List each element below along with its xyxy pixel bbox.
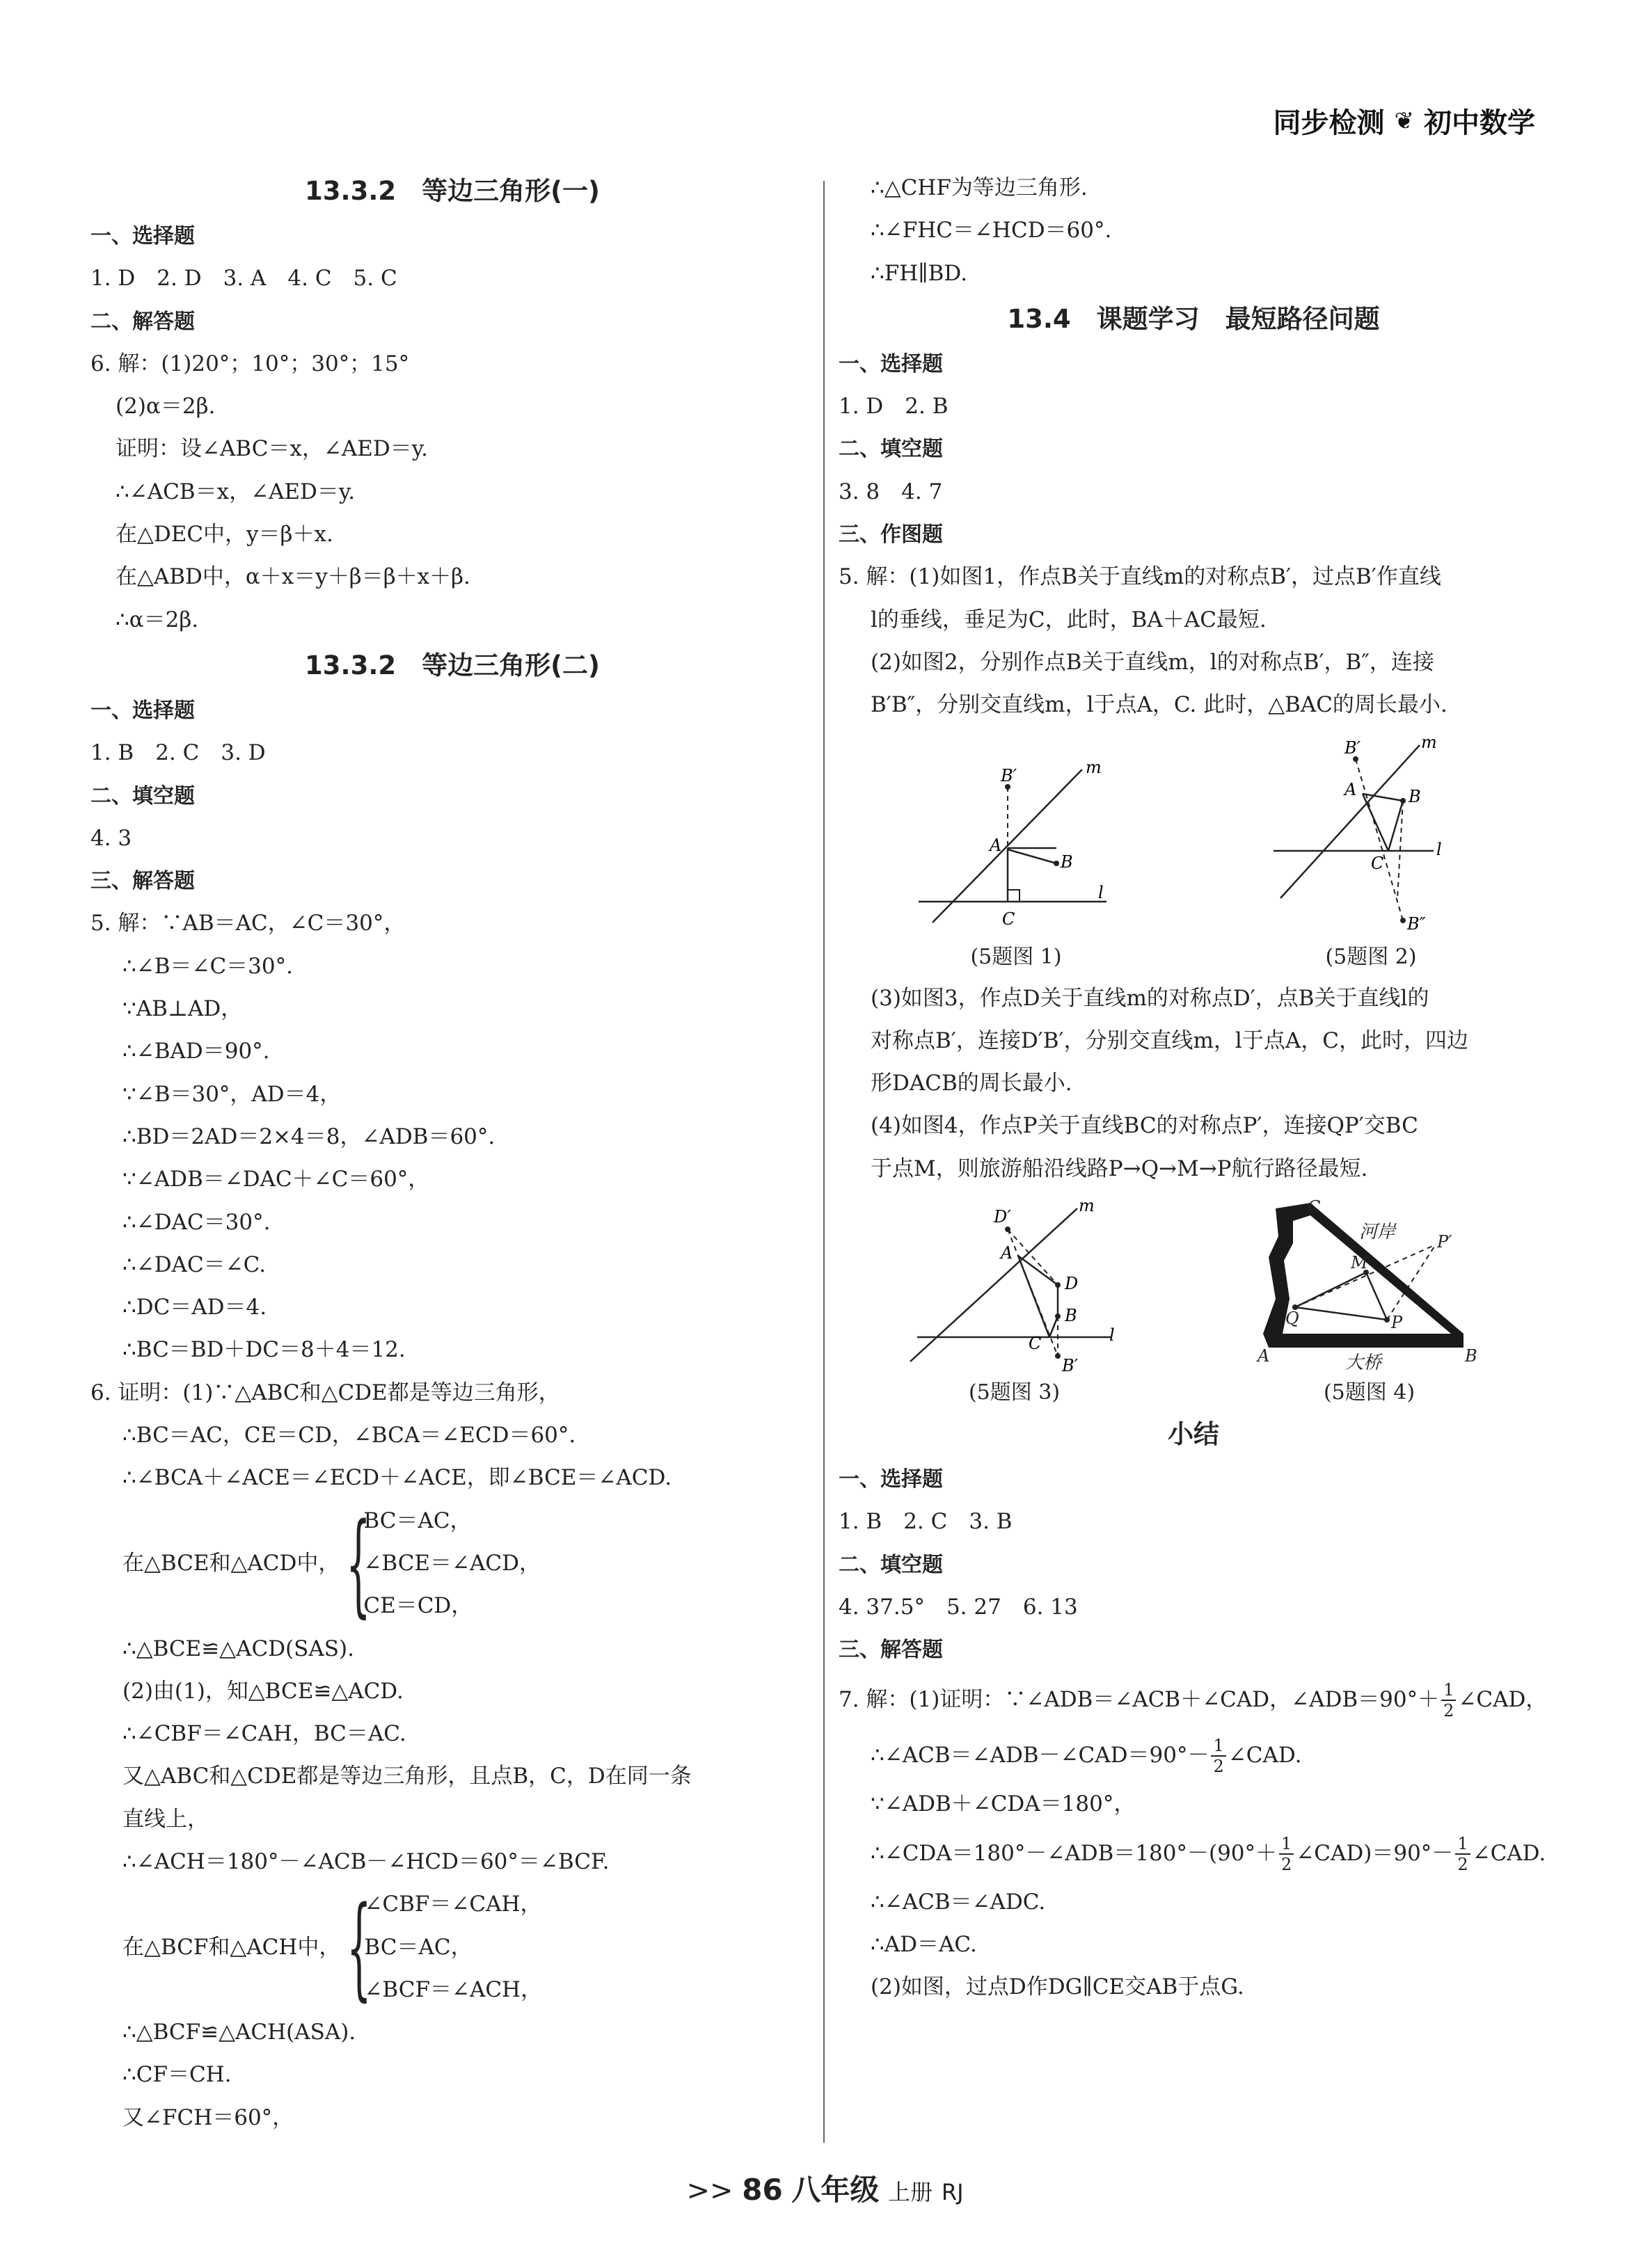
answer-line: 1. B 2. C 3. D <box>90 740 266 766</box>
equation-system <box>90 1500 814 1628</box>
fig4-bridge-label: 大桥 <box>1344 1352 1381 1374</box>
section-heading: 三、作图题 <box>839 522 943 548</box>
svg-text:l: l <box>1098 882 1104 902</box>
text-line: 又∠FCH＝60°， <box>122 2105 294 2130</box>
text-line: ∴∠DAC＝∠C. <box>122 1252 267 1277</box>
bulb-icon: ❦ <box>1394 106 1414 135</box>
text-line: ∴∠BCA＋∠ACE＝∠ECD＋∠ACE，即∠BCE＝∠ACD. <box>122 1465 672 1491</box>
diagram-figure-2 <box>1267 731 1475 940</box>
edition-label: RJ <box>941 2179 964 2205</box>
svg-text:B: B <box>1464 1346 1477 1366</box>
system-lead: 在△BCF和△ACH中， <box>122 1934 341 1960</box>
left-column <box>90 167 814 2139</box>
text-line: ∴△BCF≌△ACH(ASA). <box>122 2020 356 2045</box>
section-heading: 一、选择题 <box>839 1467 943 1492</box>
fraction-num: 1 <box>1211 1736 1225 1757</box>
text-line: ∴∠ACB＝x，∠AED＝y. <box>116 479 356 504</box>
text-line: ∴∠DAC＝30°. <box>122 1209 271 1235</box>
text-line: 又△ABC和△CDE都是等边三角形，且点B，C，D在同一条 <box>122 1764 692 1789</box>
fraction-num: 1 <box>1441 1680 1456 1701</box>
system-items <box>363 1500 541 1628</box>
text-line: ∴∠ACH＝180°－∠ACB－∠HCD＝60°＝∠BCF. <box>122 1848 610 1874</box>
svg-text:C: C <box>1002 909 1015 929</box>
svg-text:B′: B′ <box>1061 1356 1078 1376</box>
text-line: B′B″，分别交直线m，l于点A，C. 此时，△BAC的周长最小. <box>871 692 1447 718</box>
text-line: ∴CF＝CH. <box>122 2062 232 2088</box>
text-line: ∵∠B＝30°，AD＝4， <box>122 1081 342 1107</box>
figure-caption: (5题图 4) <box>1323 1380 1415 1405</box>
text-line: ∴∠FHC＝∠HCD＝60°. <box>871 218 1112 243</box>
answer-line: 4. 3 <box>90 825 132 851</box>
text-line: 5. 解：(1)如图1，作点B关于直线m的对称点B′，过点B′作直线 <box>839 564 1441 590</box>
svg-text:A: A <box>1344 779 1357 799</box>
fraction-den: 2 <box>1457 1855 1468 1875</box>
figure-row <box>839 1195 1548 1410</box>
text-line: ∵∠ADB＝∠DAC＋∠C＝60°， <box>122 1167 430 1192</box>
section-heading: 二、填空题 <box>839 1552 943 1577</box>
formula-text: ∠CAD)＝90°－ <box>1296 1840 1454 1866</box>
fraction <box>1279 1834 1294 1874</box>
answer-line: 1. D 2. B <box>839 394 949 420</box>
text-line: ∴∠ACB＝∠ADC. <box>871 1889 1046 1915</box>
section-heading: 一、选择题 <box>839 351 943 376</box>
svg-text:M: M <box>1350 1253 1368 1273</box>
section-title: 13.3.2 等边三角形(二) <box>305 650 600 680</box>
system-lead: 在△BCE和△ACD中， <box>122 1550 340 1576</box>
section-heading: 二、解答题 <box>90 309 195 334</box>
section-title: 小结 <box>1168 1419 1219 1450</box>
system-item: BC＝AC， <box>363 1508 472 1533</box>
formula-line <box>839 1672 1548 1727</box>
fraction-den: 2 <box>1281 1855 1292 1875</box>
svg-text:A: A <box>990 835 1002 855</box>
text-line: 于点M，则旅游船沿线路P→Q→M→P航行路径最短. <box>871 1156 1368 1181</box>
text-line: 6. 证明：(1)∵△ABC和△CDE都是等边三角形， <box>90 1380 560 1405</box>
text-line: 6. 解：(1)20°；10°；30°；15° <box>90 351 410 376</box>
text-line: 形DACB的周长最小. <box>871 1071 1072 1096</box>
footer-arrows: >> <box>686 2175 733 2207</box>
text-line: ∴∠B＝∠C＝30°. <box>122 953 293 979</box>
formula-text: ∴∠ACB＝∠ADB－∠CAD＝90°－ <box>871 1742 1209 1768</box>
formula-text: ∠CAD， <box>1458 1686 1548 1712</box>
section-heading: 二、填空题 <box>839 437 943 462</box>
equation-system <box>90 1883 814 2011</box>
svg-text:m: m <box>1086 757 1102 777</box>
figure-caption: (5题图 2) <box>1325 944 1417 969</box>
grade-label: 八年级 <box>791 2173 880 2207</box>
svg-text:m: m <box>1078 1196 1095 1216</box>
text-line: 5. 解：∵AB＝AC，∠C＝30°， <box>90 911 406 936</box>
svg-text:l: l <box>1109 1325 1115 1345</box>
section-heading: 三、解答题 <box>90 869 195 894</box>
svg-text:m: m <box>1421 732 1437 752</box>
brand-left: 同步检测 <box>1273 107 1385 139</box>
section-heading: 一、选择题 <box>90 698 195 723</box>
page-footer <box>0 2167 1650 2209</box>
section-heading: 三、解答题 <box>839 1638 943 1663</box>
answer-line: 3. 8 4. 7 <box>839 479 943 504</box>
text-line: (3)如图3，作点D关于直线m的对称点D′，点B关于直线l的 <box>871 985 1429 1011</box>
text-line: 在△ABD中，α＋x＝y＋β＝β＋x＋β. <box>116 564 470 590</box>
text-line: 直线上， <box>122 1806 209 1832</box>
text-line: (2)α＝2β. <box>116 394 216 420</box>
section-heading: 二、填空题 <box>90 783 195 808</box>
system-item: CE＝CD， <box>363 1593 473 1619</box>
fraction-den: 2 <box>1213 1757 1224 1777</box>
system-item: ∠BCE＝∠ACD， <box>363 1550 541 1576</box>
text-line: ∴∠BAD＝90°. <box>122 1039 270 1064</box>
fraction <box>1455 1834 1470 1874</box>
system-item: ∠CBF＝∠CAH， <box>364 1892 542 1917</box>
page-number: 86 <box>742 2173 783 2207</box>
figure-caption: (5题图 3) <box>968 1380 1061 1405</box>
svg-text:A: A <box>1257 1346 1269 1366</box>
column-divider <box>823 181 825 2143</box>
text-line: ∴△CHF为等边三角形. <box>871 175 1088 200</box>
brand-right: 初中数学 <box>1424 107 1535 139</box>
svg-text:C: C <box>1028 1334 1041 1354</box>
svg-text:B′: B′ <box>1001 765 1017 785</box>
figure-4 <box>1255 1195 1484 1410</box>
text-line: ∵∠ADB＋∠CDA＝180°， <box>871 1791 1136 1816</box>
svg-text:A: A <box>1000 1243 1013 1263</box>
text-line: ∴BD＝2AD＝2×4＝8，∠ADB＝60°. <box>122 1124 495 1149</box>
section-heading: 一、选择题 <box>90 224 195 248</box>
formula-text: ∠CAD. <box>1472 1840 1546 1866</box>
answer-line: 1. D 2. D 3. A 4. C 5. C <box>90 266 397 292</box>
diagram-figure-3 <box>903 1195 1126 1375</box>
svg-text:B: B <box>1061 852 1073 872</box>
svg-text:P′: P′ <box>1436 1232 1452 1252</box>
text-line: ∴DC＝AD＝4. <box>122 1295 267 1320</box>
formula-line <box>839 1727 1548 1783</box>
brace-glyph: { <box>347 1882 372 2013</box>
system-item: ∠BCF＝∠ACH， <box>364 1976 543 2002</box>
svg-text:B″: B″ <box>1407 913 1426 934</box>
figure-row <box>839 731 1548 975</box>
volume-label: 上册 <box>888 2179 933 2205</box>
text-line: ∵AB⊥AD， <box>122 996 243 1022</box>
svg-text:P: P <box>1390 1313 1402 1333</box>
answer-line: 4. 37.5° 5. 27 6. 13 <box>839 1594 1078 1620</box>
figure-caption: (5题图 1) <box>970 944 1062 969</box>
brace-glyph: { <box>346 1498 372 1629</box>
fig4-riverbank-label: 河岸 <box>1358 1222 1395 1243</box>
right-column <box>839 167 1548 2009</box>
formula-text: 7. 解：(1)证明：∵∠ADB＝∠ACB＋∠CAD，∠ADB＝90°＋ <box>839 1686 1440 1712</box>
text-line: (4)如图4，作点P关于直线BC的对称点P′，连接QP′交BC <box>871 1113 1418 1139</box>
text-line: (2)如图2，分别作点B关于直线m，l的对称点B′，B″，连接 <box>871 649 1434 675</box>
figure-1 <box>912 731 1120 975</box>
text-line: ∴∠CBF＝∠CAH，BC＝AC. <box>122 1721 406 1747</box>
fraction <box>1441 1680 1456 1720</box>
text-line: 对称点B′，连接D′B′，分别交直线m，l于点A，C，此时，四边 <box>871 1028 1468 1053</box>
text-line: ∴α＝2β. <box>116 607 199 632</box>
fraction-num: 1 <box>1279 1834 1294 1855</box>
formula-line <box>839 1826 1548 1881</box>
page-header <box>1274 101 1536 141</box>
svg-text:B′: B′ <box>1344 737 1361 758</box>
fraction-den: 2 <box>1443 1701 1454 1721</box>
fraction <box>1211 1736 1225 1776</box>
svg-text:B: B <box>1064 1306 1077 1326</box>
system-item: BC＝AC， <box>364 1934 473 1960</box>
svg-text:Q: Q <box>1285 1309 1299 1329</box>
svg-text:C: C <box>1371 853 1384 873</box>
figure-3 <box>903 1195 1126 1410</box>
svg-text:l: l <box>1436 839 1442 859</box>
text-line: ∴FH∥BD. <box>871 260 967 286</box>
svg-text:C: C <box>1307 1197 1320 1217</box>
section-title: 13.4 课题学习 最短路径问题 <box>1007 303 1380 334</box>
text-line: ∴△BCE≌△ACD(SAS). <box>122 1636 354 1661</box>
text-line: (2)由(1)，知△BCE≌△ACD. <box>122 1678 404 1704</box>
system-items <box>364 1883 542 2011</box>
section-title: 13.3.2 等边三角形(一) <box>305 176 600 206</box>
svg-text:B: B <box>1409 786 1421 806</box>
text-line: ∴BC＝AC，CE＝CD，∠BCA＝∠ECD＝60°. <box>122 1423 576 1448</box>
text-line: 在△DEC中，y＝β＋x. <box>116 522 333 548</box>
diagram-figure-1 <box>912 731 1120 940</box>
svg-text:D: D <box>1064 1274 1078 1294</box>
fraction-num: 1 <box>1455 1834 1470 1855</box>
diagram-figure-4 <box>1255 1195 1484 1375</box>
svg-text:D′: D′ <box>993 1207 1011 1227</box>
answer-line: 1. B 2. C 3. B <box>839 1509 1013 1535</box>
text-line: l的垂线，垂足为C，此时，BA＋AC最短. <box>871 607 1267 632</box>
formula-text: ∴∠CDA＝180°－∠ADB＝180°－(90°＋ <box>871 1840 1278 1866</box>
figure-2 <box>1267 731 1475 975</box>
text-line: (2)如图，过点D作DG∥CE交AB于点G. <box>871 1974 1244 2000</box>
text-line: ∴BC＝BD＋DC＝8＋4＝12. <box>122 1337 406 1363</box>
text-line: ∴AD＝AC. <box>871 1932 977 1958</box>
text-line: 证明：设∠ABC＝x，∠AED＝y. <box>116 436 429 462</box>
formula-text: ∠CAD. <box>1228 1742 1302 1768</box>
